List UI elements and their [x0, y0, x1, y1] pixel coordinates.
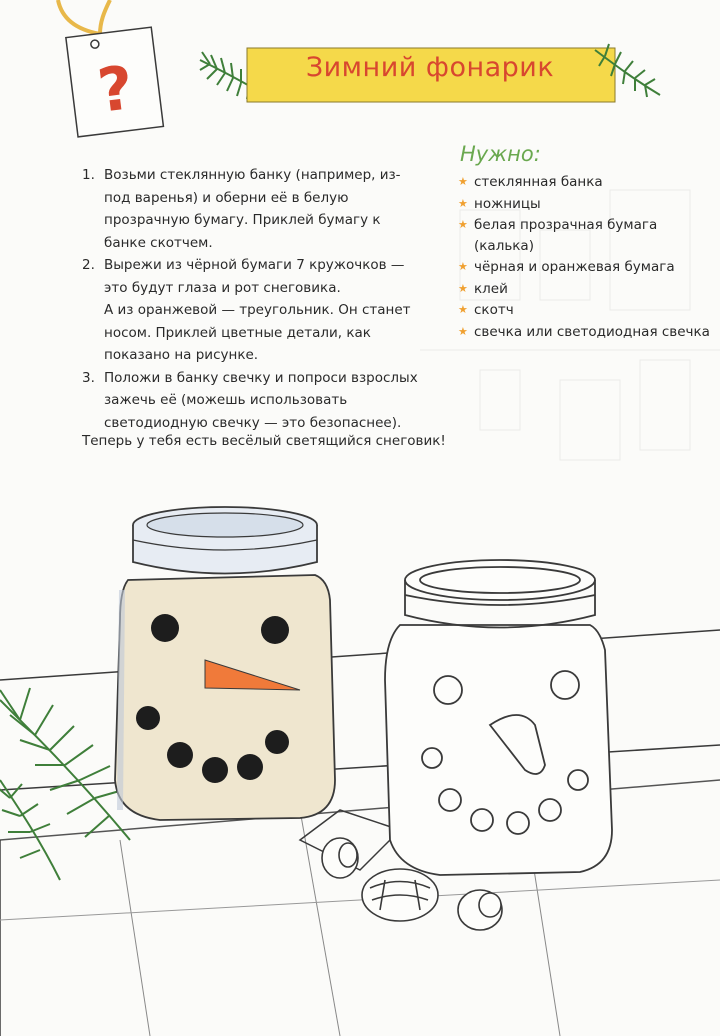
eye-left [151, 614, 179, 642]
star-icon: ★ [458, 303, 468, 316]
list-item: ★ свечка или светодиодная свечка [458, 322, 718, 343]
snowman-jar-colored [115, 507, 335, 820]
instructions-list [82, 164, 422, 434]
materials-section [458, 142, 718, 343]
snowman-jar-outline [385, 560, 612, 875]
question-mark: ? [94, 53, 138, 127]
star-icon: ★ [458, 260, 468, 273]
list-item: ★ стеклянная банка [458, 172, 718, 193]
page-title: Зимний фонарик [305, 52, 555, 83]
question-tag-icon [0, 0, 170, 150]
step-item: 2. Вырежи из чёрной бумаги 7 кружочков — это будут глаза и рот снеговика. А из оранжевой — треугольник. Он станет носом. Приклей цветные детали, как показано на рисунке. [82, 257, 411, 363]
step-item: 3. Положи в банку свечку и попроси взрослых зажечь её (можешь использовать светодиодную свечку — это безопаснее). [82, 369, 418, 431]
star-icon: ★ [458, 281, 468, 295]
snowman-jars-illustration [0, 480, 720, 1036]
step-item: 1. Возьми стеклянную банку (например, из-под варенья) и оберни её в белую прозрачную бумагу. Приклей бумагу к банке скотчем. [82, 167, 401, 251]
list-item: ★ белая прозрачная бумага (калька) [458, 217, 658, 254]
star-icon: ★ [458, 218, 468, 231]
materials-list [458, 172, 718, 342]
star-icon: ★ [458, 324, 468, 338]
star-icon: ★ [458, 196, 468, 210]
list-item: ★ клей [458, 279, 718, 300]
eye-right [261, 616, 289, 644]
list-item: ★ ножницы [458, 194, 718, 215]
fir-branch-icon [0, 688, 130, 880]
materials-title: Нужно: [460, 142, 541, 166]
list-item: ★ скотч [458, 300, 718, 321]
star-icon: ★ [458, 175, 468, 188]
list-item: ★ чёрная и оранжевая бумага [458, 257, 718, 278]
closing-text: Теперь у тебя есть весёлый светящийся снеговик! [82, 433, 446, 449]
